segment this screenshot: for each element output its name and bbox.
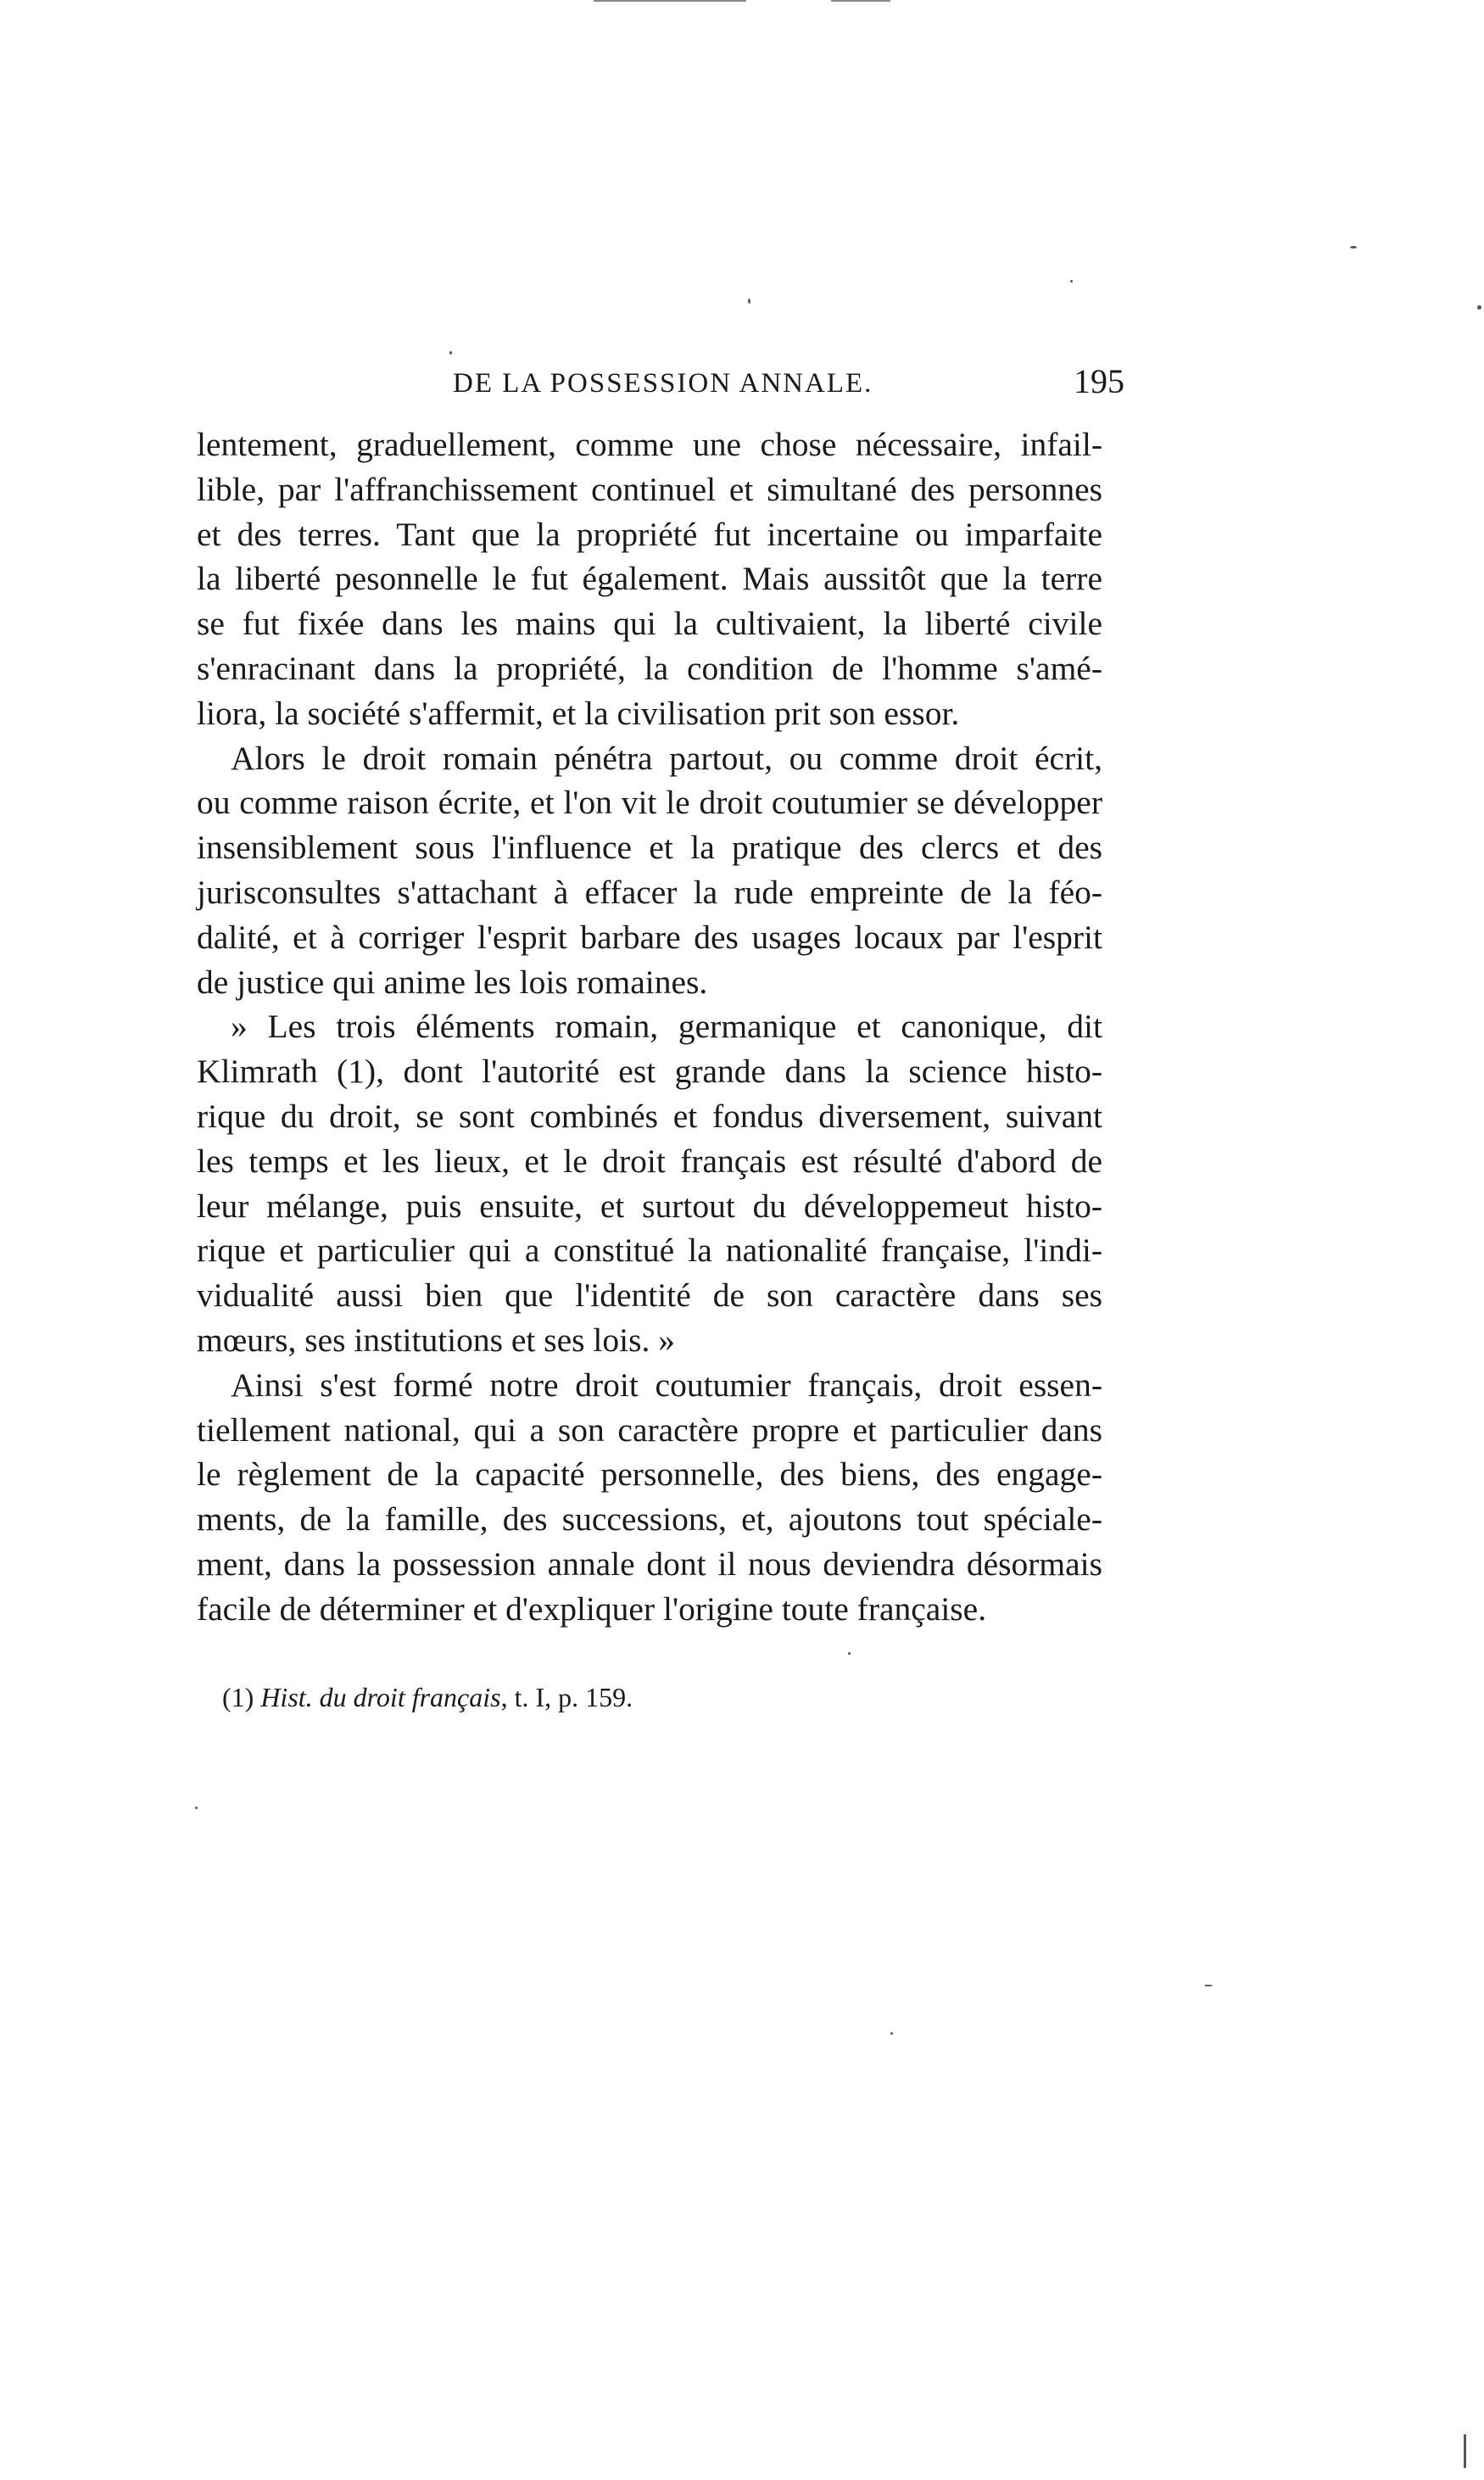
footnote-source: Hist. du droit français [260,1682,501,1712]
page-number: 195 [1074,362,1124,400]
scan-speck [1204,1985,1213,1986]
text-line: jurisconsultes s'attachant à effacer la rude empreinte de la féo- [197,873,1102,911]
scan-speck [748,299,750,304]
text-line: dalité, et à corriger l'esprit barbare des usages locaux par l'esprit [197,918,1102,956]
footnote-marker: (1) [222,1682,254,1712]
scan-speck [449,351,452,355]
text-line: ments, de la famille, des successions, et, ajoutons tout spéciale- [197,1500,1102,1539]
text-line: insensiblement sous l'influence et la pratique des clercs et des [197,829,1102,867]
top-edge-mark [831,0,890,2]
scan-speck [1477,305,1481,310]
footnote [222,1682,633,1713]
text-line: se fut fixée dans les mains qui la cultivaient, la liberté civile [197,605,1102,643]
text-line: Klimrath (1), dont l'autorité est grande dans la science histo- [197,1053,1102,1091]
text-line: vidualité aussi bien que l'identité de son caractère dans ses [197,1276,1102,1315]
text-line: de justice qui anime les lois romaines. [197,963,708,1001]
scan-speck [1070,280,1073,282]
page-header [188,360,1124,411]
text-line: facile de déterminer et d'expliquer l'origine toute française. [197,1589,987,1628]
text-line: » Les trois éléments romain, germanique et canonique, dit [231,1008,1102,1046]
text-line: Ainsi s'est formé notre droit coutumier français, droit essen- [231,1366,1102,1404]
text-line: rique du droit, se sont combinés et fondus diversement, suivant [197,1097,1102,1135]
text-line: s'enracinant dans la propriété, la condition de l'homme s'amé- [197,649,1102,687]
scan-speck [1464,2434,1466,2468]
scan-speck [890,2032,893,2035]
text-line: la liberté pesonnelle le fut également. Mais aussitôt que la terre [197,560,1102,598]
text-line: leur mélange, puis ensuite, et surtout du développemeut histo- [197,1187,1102,1225]
text-line: mœurs, ses institutions et ses lois. » [197,1321,675,1359]
body-text [197,422,1102,1632]
scan-speck [848,1652,851,1655]
text-line: liora, la société s'affermit, et la civilisation prit son essor. [197,694,960,732]
text-line: rique et particulier qui a constitué la nationalité française, l'indi- [197,1232,1102,1270]
footnote-reference: , t. I, p. 159. [500,1682,633,1712]
text-line: lible, par l'affranchissement continuel et simultané des personnes [197,470,1102,508]
text-line: et des terres. Tant que la propriété fut incertaine ou imparfaite [197,515,1102,553]
text-line: le règlement de la capacité personnelle, des biens, des engage- [197,1455,1102,1494]
running-title: DE LA POSSESSION ANNALE. [453,368,873,399]
text-line: ou comme raison écrite, et l'on vit le droit coutumier se développer [197,784,1102,822]
scan-speck [1350,246,1357,249]
text-line: tiellement national, qui a son caractère propre et particulier dans [197,1410,1102,1449]
scan-speck [195,1807,198,1809]
text-line: les temps et les lieux, et le droit français est résulté d'abord de [197,1142,1102,1180]
top-edge-mark [594,0,746,2]
text-line: ment, dans la possession annale dont il nous deviendra désormais [197,1544,1102,1583]
text-line: lentement, graduellement, comme une chose nécessaire, infail- [197,426,1102,463]
text-line: Alors le droit romain pénétra partout, ou comme droit écrit, [231,739,1102,777]
